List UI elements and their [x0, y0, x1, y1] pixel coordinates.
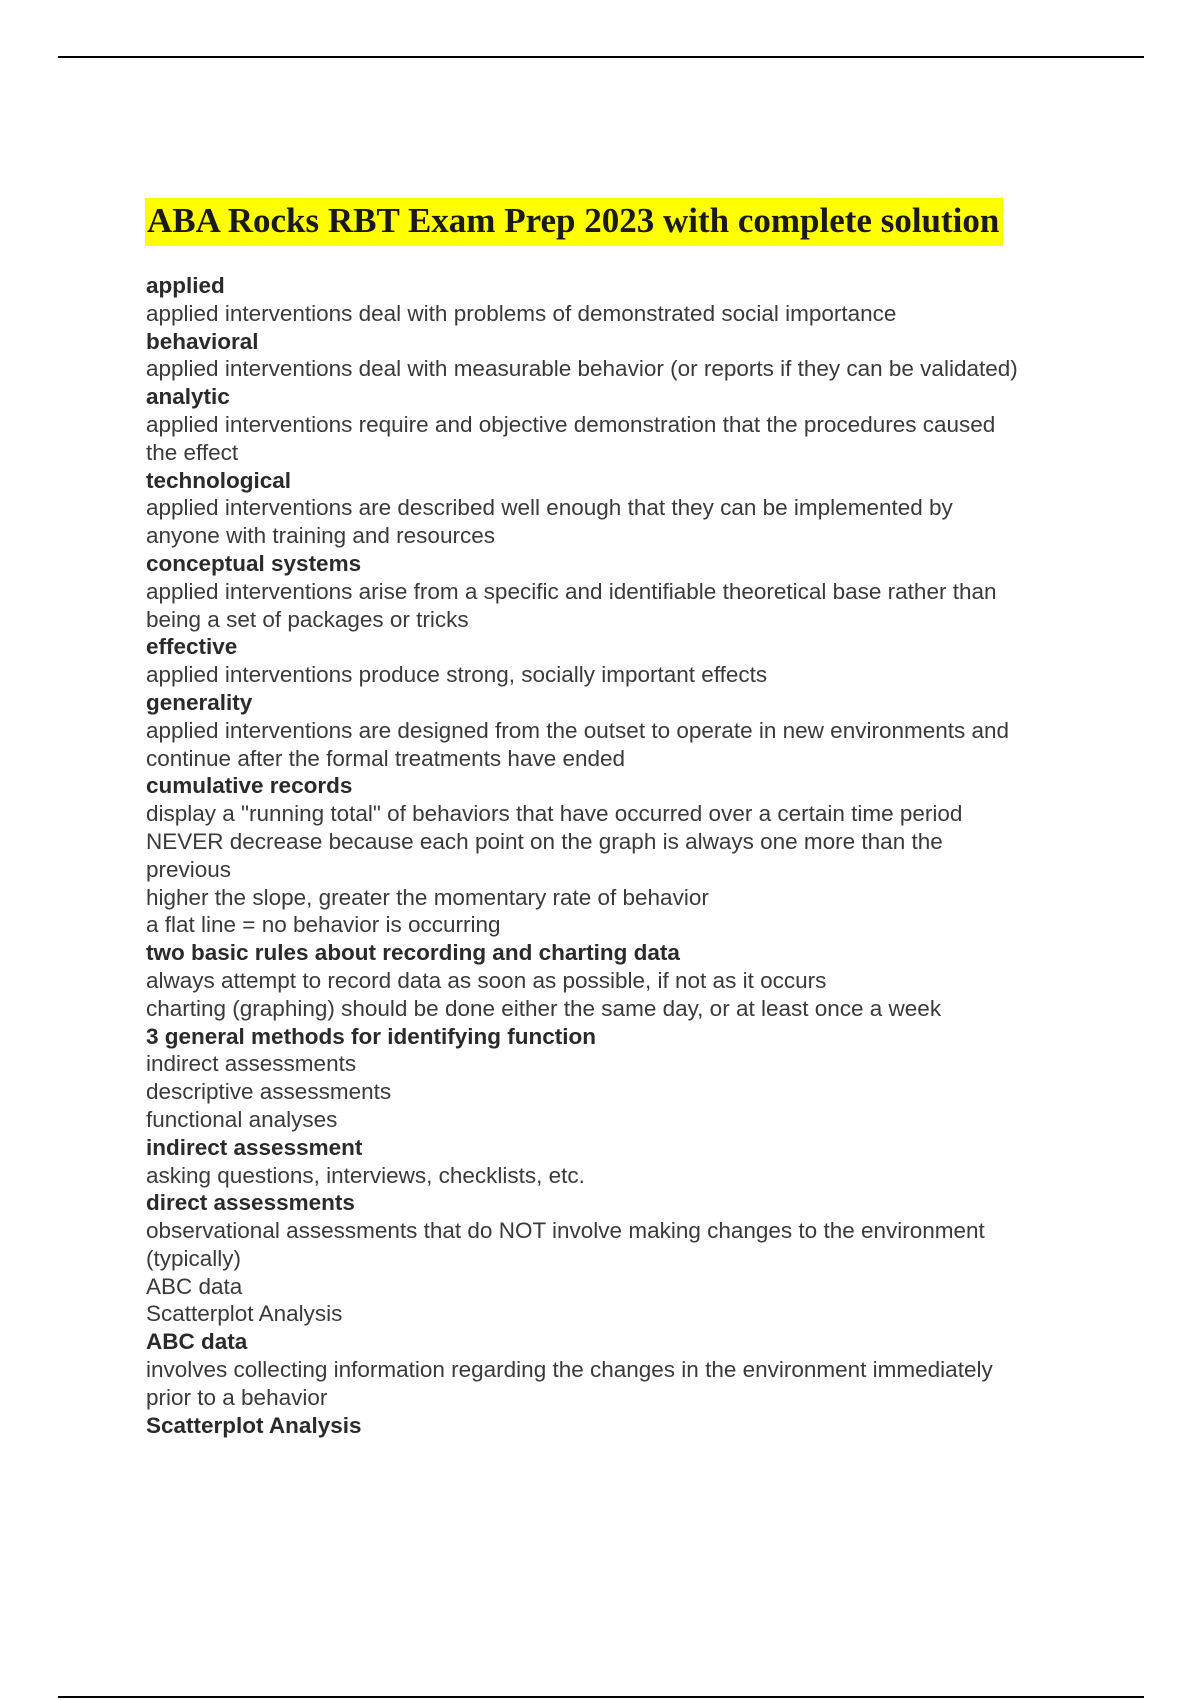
definition-line: (typically) [146, 1245, 242, 1271]
document-title: ABA Rocks RBT Exam Prep 2023 with complete solution [145, 198, 1003, 246]
term-heading: behavioral [146, 328, 259, 354]
definition-line: applied interventions are designed from the outset to operate in new environments and [146, 717, 1010, 743]
term-heading: direct assessments [146, 1190, 355, 1216]
bottom-rule [58, 1696, 1144, 1698]
term-heading: indirect assessment [146, 1134, 363, 1160]
definition-line: involves collecting information regarding the changes in the environment immediately [146, 1357, 993, 1383]
term-heading: two basic rules about recording and charting data [146, 940, 680, 966]
definition-line: display a "running total" of behaviors that have occurred over a certain time period [146, 801, 963, 827]
definition-line: functional analyses [146, 1106, 338, 1132]
definition-line: applied interventions require and objective demonstration that the procedures caused [146, 411, 996, 437]
definition-line: ABC data [146, 1273, 243, 1299]
definition-line: applied interventions arise from a specific and identifiable theoretical base rather than [146, 578, 997, 604]
definition-line: asking questions, interviews, checklists, etc. [146, 1162, 585, 1188]
definition-line: applied interventions deal with measurable behavior (or reports if they can be validated) [146, 356, 1018, 382]
document-body [146, 272, 1106, 1439]
definition-line: a flat line = no behavior is occurring [146, 912, 501, 938]
definition-line: charting (graphing) should be done either the same day, or at least once a week [146, 995, 942, 1021]
term-heading: conceptual systems [146, 550, 362, 576]
term-heading: effective [146, 634, 238, 660]
definition-line: previous [146, 856, 232, 882]
term-heading: analytic [146, 384, 230, 410]
definition-line: applied interventions are described well enough that they can be implemented by [146, 495, 953, 521]
definition-line: indirect assessments [146, 1051, 357, 1077]
definition-line: anyone with training and resources [146, 523, 495, 549]
term-heading: ABC data [146, 1329, 248, 1355]
definition-line: the effect [146, 439, 239, 465]
term-heading: cumulative records [146, 773, 353, 799]
definition-line: observational assessments that do NOT involve making changes to the environment [146, 1218, 985, 1244]
top-rule [58, 56, 1144, 58]
term-heading: technological [146, 467, 292, 493]
definition-line: applied interventions deal with problems of demonstrated social importance [146, 300, 897, 326]
definition-line: continue after the formal treatments have ended [146, 745, 626, 771]
term-heading: Scatterplot Analysis [146, 1412, 362, 1438]
definition-line: applied interventions produce strong, socially important effects [146, 662, 768, 688]
title-block [145, 198, 1003, 246]
term-heading: applied [146, 273, 225, 298]
definition-line: descriptive assessments [146, 1079, 392, 1105]
term-heading: generality [146, 689, 253, 715]
term-heading: 3 general methods for identifying function [146, 1023, 597, 1049]
definition-line: NEVER decrease because each point on the graph is always one more than the [146, 828, 943, 854]
definition-line: higher the slope, greater the momentary rate of behavior [146, 884, 709, 910]
definition-line: prior to a behavior [146, 1384, 328, 1410]
definition-line: Scatterplot Analysis [146, 1301, 343, 1327]
definition-line: always attempt to record data as soon as possible, if not as it occurs [146, 967, 827, 993]
definition-line: being a set of packages or tricks [146, 606, 469, 632]
